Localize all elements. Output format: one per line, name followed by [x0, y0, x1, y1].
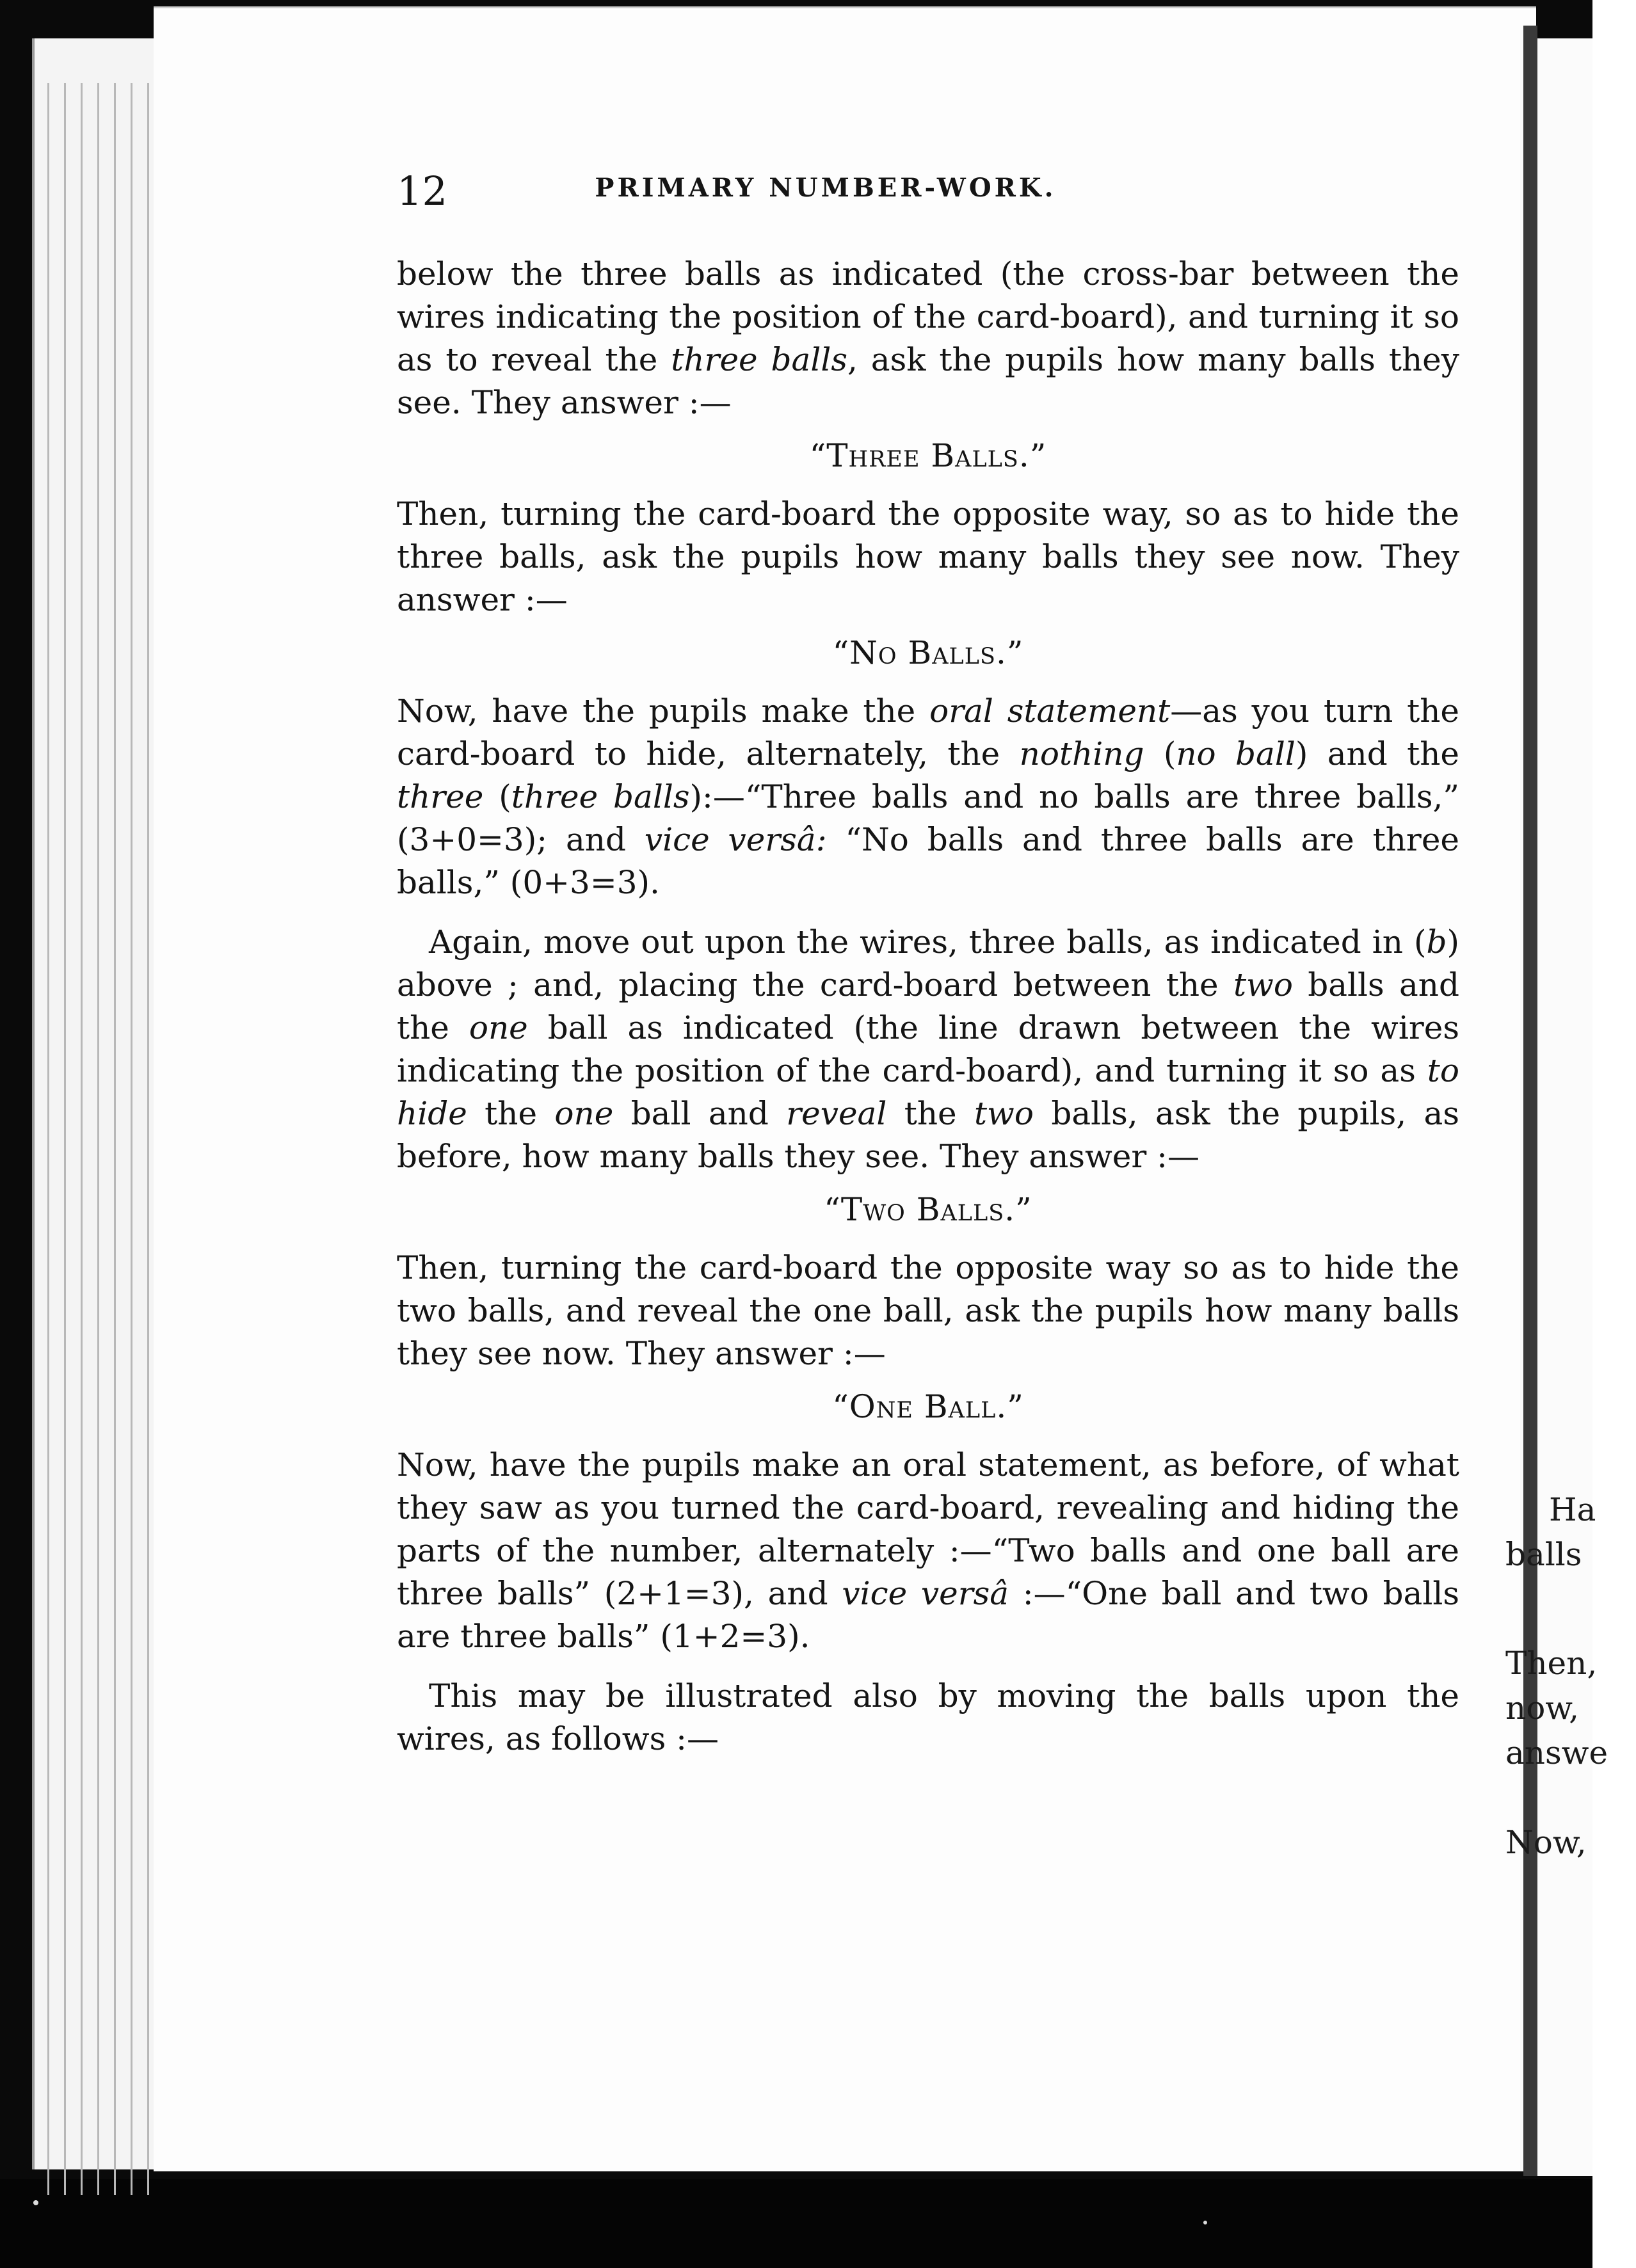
scan-speck [1203, 2221, 1207, 2224]
scan-bottom-edge [0, 2179, 1592, 2268]
facing-page-fragment: Then, [1505, 1645, 1598, 1682]
paragraph: Then, turning the card-board the opposite way so as to hide the two balls, and reveal the one ball, ask the pupils how many balls they see now. They answer :— [397, 1249, 1459, 1372]
facing-page-fragment: balls [1505, 1536, 1582, 1573]
paragraph: Now, have the pupils make the oral statement—as you turn the card-board to hide, alternately, the nothing (no ball) and the three (three balls):—“Three balls and no balls are three balls,” (3+0=3); and vice versâ: “No balls and three balls are three balls,” (0+3=3). [397, 692, 1460, 901]
facing-page-fragment: Ha [1549, 1491, 1596, 1528]
facing-page-fragment: Now, [1505, 1824, 1587, 1861]
paragraph: Now, have the pupils make an oral statement, as before, of what they saw as you turned the card-board, revealing and hiding the parts of the number, alternately :—“Two balls and one ball are three balls” (2+1=3), and vice versâ :—“One ball and two balls are three balls” (1+2=3). [397, 1446, 1459, 1655]
pupil-answer: “Two Balls.” [824, 1191, 1032, 1228]
facing-page-fragment: answe [1505, 1734, 1608, 1771]
running-title: PRIMARY NUMBER-WORK. [595, 173, 1057, 203]
pupil-answer: “No Balls.” [832, 634, 1024, 671]
paragraph: This may be illustrated also by moving the balls upon the wires, as follows :— [397, 1677, 1459, 1757]
paragraph: below the three balls as indicated (the cross-bar between the wires indicating the position of the card-board), and turning it so as to reveal the three balls, ask the pupils how many balls they see. They answer :— [397, 255, 1459, 421]
facing-page-fragment: now, [1505, 1689, 1580, 1727]
paragraph: Again, move out upon the wires, three balls, as indicated in (b) above ; and, placing the card-board between the two balls and the one ball as indicated (the line drawn between the wires indicating the position of the card-board), and turning it so as to hide the one ball and reveal the two balls, ask the pupils, as before, how many balls they see. They answer :— [397, 923, 1459, 1175]
paragraph: Then, turning the card-board the opposite way, so as to hide the three balls, ask the pupils how many balls they see now. They answer :— [397, 495, 1459, 618]
scan-speck [33, 2200, 38, 2205]
pupil-answer: “Three Balls.” [809, 437, 1047, 474]
page-number: 12 [397, 168, 447, 214]
page-body [397, 253, 1459, 1761]
pupil-answer: “One Ball.” [832, 1388, 1024, 1425]
